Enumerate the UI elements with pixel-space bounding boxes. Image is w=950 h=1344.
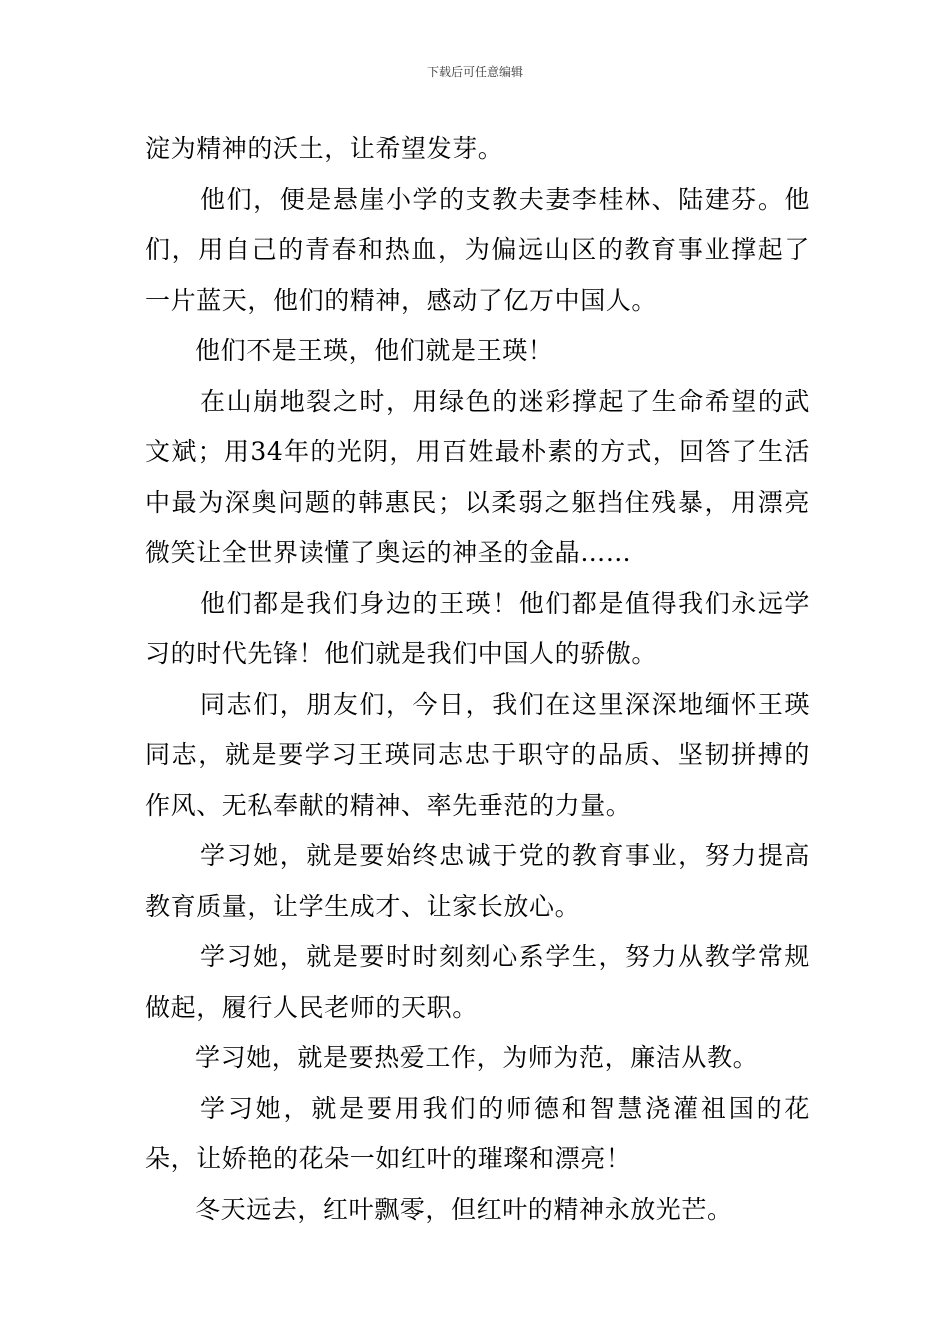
paragraph: 在山崩地裂之时，用绿色的迷彩撑起了生命希望的武文斌；用34年的光阴，用百姓最朴素的方式，回答了生活中最为深奥问题的韩惠民；以柔弱之躯挡住残暴，用漂亮微笑让全世界读懂了奥运的神圣的金晶…… xyxy=(145,386,810,567)
paragraph: 冬天远去，红叶飘零，但红叶的精神永放光芒。 xyxy=(195,1194,733,1224)
paragraph: 淀为精神的沃土，让希望发芽。 xyxy=(145,134,504,163)
paragraph: 学习她，就是要用我们的师德和智慧浇灌祖国的花朵，让娇艳的花朵一如红叶的璀璨和漂亮！ xyxy=(145,1093,810,1173)
paragraph: 他们不是王瑛，他们就是王瑛！ xyxy=(195,336,554,365)
page-header: 下载后可任意编辑 xyxy=(426,65,523,79)
paragraph: 他们都是我们身边的王瑛！他们都是值得我们永远学习的时代先锋！他们就是我们中国人的骄傲。 xyxy=(145,588,810,668)
paragraph: 他们，便是悬崖小学的支教夫妻李桂林、陆建芬。他们，用自己的青春和热血，为偏远山区的教育事业撑起了一片蓝天，他们的精神，感动了亿万中国人。 xyxy=(145,184,810,315)
document-body xyxy=(145,124,810,1235)
paragraph: 学习她，就是要热爱工作，为师为范，廉洁从教。 xyxy=(195,1043,759,1072)
paragraph: 学习她，就是要始终忠诚于党的教育事业，努力提高教育质量，让学生成才、让家长放心。 xyxy=(145,841,810,921)
paragraph: 同志们，朋友们，今日，我们在这里深深地缅怀王瑛同志，就是要学习王瑛同志忠于职守的品质、坚韧拼搏的作风、无私奉献的精神、率先垂范的力量。 xyxy=(145,689,810,820)
paragraph: 学习她，就是要时时刻刻心系学生，努力从教学常规做起，履行人民老师的天职。 xyxy=(145,942,810,1022)
